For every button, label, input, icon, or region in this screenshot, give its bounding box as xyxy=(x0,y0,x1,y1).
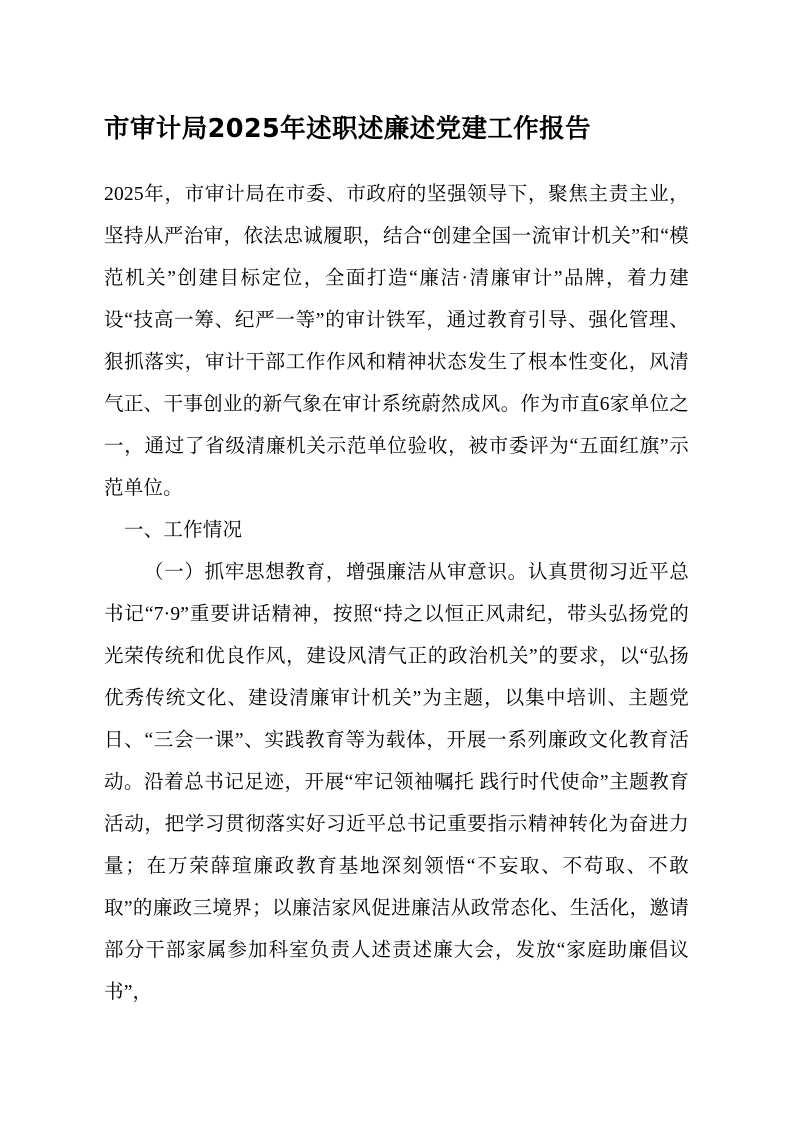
page-title: 市审计局2025年述职述廉述党建工作报告 xyxy=(104,114,591,144)
subsection-one-body: （一）抓牢思想教育，增强廉洁从审意识。认真贯彻习近平总书记“7·9”重要讲话精神，按照“持之以恒正风肃纪，带头弘扬党的光荣传统和优良作风，建设风清气正的政治机关”的要求，以“弘扬优秀传统文化、建设清廉审计机关”为主题，以集中培训、主题党日、“三会一课”、实践教育等为载体，开展一系列廉政文化教育活动。沿着总书记足迹，开展“牢记领袖嘱托 践行时代使命”主题教育活动，把学习贯彻落实好习近平总书记重要指示精神转化为奋进力量；在万荣薛瑄廉政教育基地深刻领悟“不妄取、不苟取、不敢取”的廉政三境界；以廉洁家风促进廉洁从政常态化、生活化，邀请部分干部家属参加科室负责人述责述廉大会，发放“家庭助廉倡议书”， xyxy=(104,561,689,1003)
section-heading-one: 一、工作情况 xyxy=(124,519,243,541)
paragraph-intro: 2025年，市审计局在市委、市政府的坚强领导下，聚焦主责主业，坚持从严治审，依法忠诚履职，结合“创建全国一流审计机关”和“模范机关”创建目标定位，全面打造“廉洁·清廉审计”品牌，着力建设“技高一筹、纪严一等”的审计铁军，通过教育引导、强化管理、狠抓落实，审计干部工作作风和精神状态发生了根本性变化，风清气正、干事创业的新气象在审计系统蔚然成风。作为市直6家单位之一，通过了省级清廉机关示范单位验收，被市委评为“五面红旗”示范单位。 xyxy=(104,183,689,499)
